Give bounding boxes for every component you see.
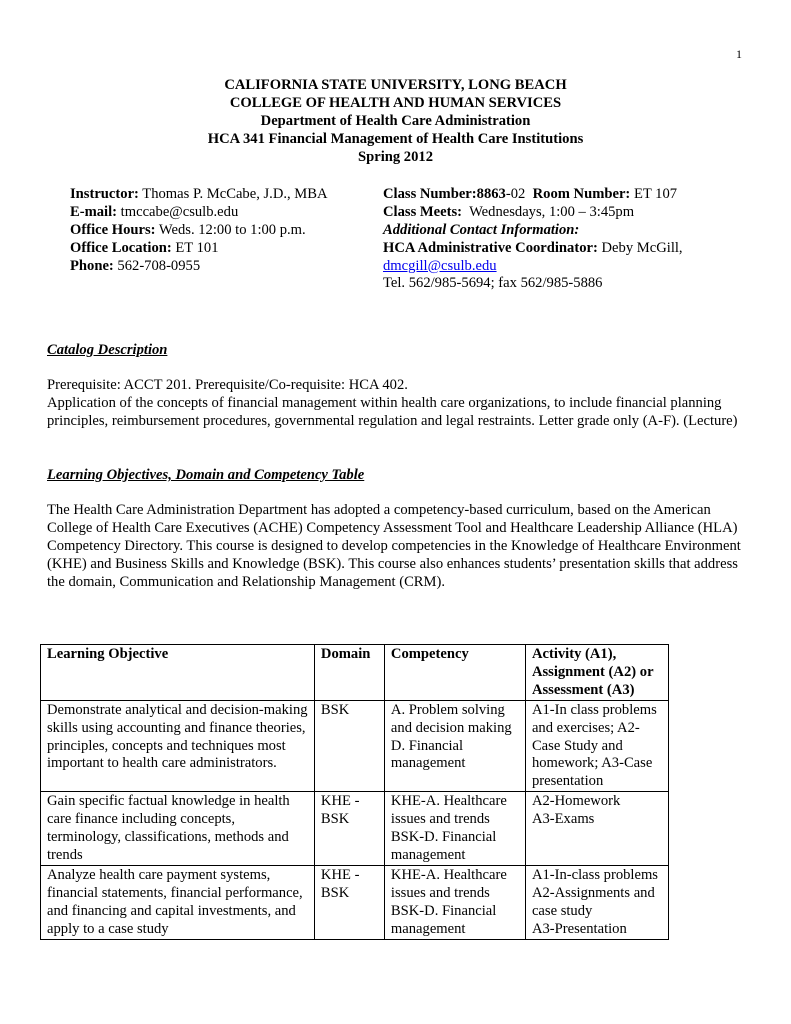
competency-line: KHE-A. Healthcare issues and trends xyxy=(390,793,507,828)
document-header xyxy=(0,77,791,166)
header-learning-objective: Learning Objective xyxy=(41,645,315,701)
catalog-description xyxy=(47,377,747,431)
office-hours-value: Weds. 12:00 to 1:00 p.m. xyxy=(155,221,306,238)
competency-cell xyxy=(384,792,525,866)
class-meets-value: Wednesdays, 1:00 – 3:45pm xyxy=(462,203,635,220)
activity-line: A2-Assignments and case study xyxy=(531,884,655,919)
phone-label: Phone: xyxy=(70,257,114,274)
prerequisite-text: Prerequisite: ACCT 201. Prerequisite/Co-requisite: HCA 402. xyxy=(47,377,408,393)
objective-cell: Gain specific factual knowledge in health care finance including concepts, terminology, classifications, methods and trends xyxy=(41,792,315,866)
office-location-label: Office Location: xyxy=(70,239,172,256)
college-name: COLLEGE OF HEALTH AND HUMAN SERVICES xyxy=(229,94,562,111)
coordinator-name: Deby McGill, xyxy=(597,239,683,256)
course-description-text: Application of the concepts of financial management within health care organizations, to include financial planning principles, reimbursement procedures, governmental regulation and legal restraints. Letter grade only (A-F). (Lecture) xyxy=(47,394,738,429)
domain-cell: BSK xyxy=(314,700,384,792)
additional-contact-heading: Additional Contact Information: xyxy=(383,221,580,238)
term: Spring 2012 xyxy=(357,148,433,165)
activity-cell xyxy=(525,792,668,866)
university-name: CALIFORNIA STATE UNIVERSITY, LONG BEACH xyxy=(224,77,567,93)
competency-cell xyxy=(384,865,525,939)
instructor-info xyxy=(70,186,370,275)
table-row xyxy=(41,865,669,939)
table-row xyxy=(41,700,669,792)
activity-line: A3-Exams xyxy=(531,811,595,828)
header-activity: Activity (A1), Assignment (A2) or Assessment (A3) xyxy=(525,645,668,701)
objectives-intro xyxy=(47,502,747,592)
competency-line: A. Problem solving and decision making xyxy=(390,701,512,736)
department-name: Department of Health Care Administration xyxy=(260,112,531,129)
office-hours-label: Office Hours: xyxy=(70,221,156,238)
activity-line: A2-Homework xyxy=(531,793,621,810)
competency-table xyxy=(40,644,669,940)
activity-line: A1-In-class problems xyxy=(531,866,658,883)
course-title: HCA 341 Financial Management of Health Care Institutions xyxy=(207,130,584,147)
competency-line: BSK-D. Financial management xyxy=(390,829,497,863)
competency-line: BSK-D. Financial management xyxy=(390,902,497,937)
competency-line: KHE-A. Healthcare issues and trends xyxy=(390,866,507,901)
competency-line: D. Financial management xyxy=(390,737,466,772)
class-meets-label: Class Meets: xyxy=(383,203,463,220)
page-number: 1 xyxy=(736,47,742,61)
class-number-suffix: -02 xyxy=(505,186,533,202)
room-number-label: Room Number: xyxy=(532,186,631,202)
activity-cell xyxy=(525,865,668,939)
instructor-value: Thomas P. McCabe, J.D., MBA xyxy=(138,186,328,202)
room-number-value: ET 107 xyxy=(630,186,678,202)
activity-line: A3-Presentation xyxy=(531,920,627,937)
email-label: E-mail: xyxy=(70,203,118,220)
table-header-row xyxy=(41,645,669,701)
table-row xyxy=(41,792,669,866)
catalog-description-heading: Catalog Description xyxy=(47,342,168,358)
objectives-intro-text: The Health Care Administration Department has adopted a competency-based curriculum, based on the American College of Health Care Executives (ACHE) Competency Assessment Tool and Healthcare Leadership Alliance (HLA) Competency Directory. This course is designed to develop competencies in the Knowledge of Healthcare Environment (KHE) and Business Skills and Knowledge (BSK). This course also enhances students’ presentation skills that address the domain, Communication and Relationship Management (CRM). xyxy=(47,502,741,590)
competency-cell xyxy=(384,700,525,792)
class-info xyxy=(383,186,743,293)
coordinator-label: HCA Administrative Coordinator: xyxy=(383,239,598,256)
instructor-label: Instructor: xyxy=(70,186,139,202)
objective-cell: Analyze health care payment systems, financial statements, financial performance, and financing and capital investments, and apply to a case study xyxy=(41,865,315,939)
domain-cell: KHE - BSK xyxy=(314,865,384,939)
phone-value: 562-708-0955 xyxy=(113,257,201,274)
learning-objectives-heading: Learning Objectives, Domain and Competency Table xyxy=(47,467,365,483)
office-location-value: ET 101 xyxy=(171,239,219,256)
header-competency: Competency xyxy=(384,645,525,701)
tel-fax: Tel. 562/985-5694; fax 562/985-5886 xyxy=(383,275,603,292)
email-value: tmccabe@csulb.edu xyxy=(117,203,239,220)
header-domain: Domain xyxy=(314,645,384,701)
domain-cell: KHE - BSK xyxy=(314,792,384,866)
objective-cell: Demonstrate analytical and decision-making skills using accounting and finance theories, principles, concepts and techniques most important to health care administrators. xyxy=(41,700,315,792)
class-number-label: Class Number:8863 xyxy=(383,186,506,202)
activity-cell: A1-In class problems and exercises; A2-Case Study and homework; A3-Case presentation xyxy=(525,700,668,792)
coordinator-email-link[interactable]: dmcgill@csulb.edu xyxy=(383,257,497,274)
